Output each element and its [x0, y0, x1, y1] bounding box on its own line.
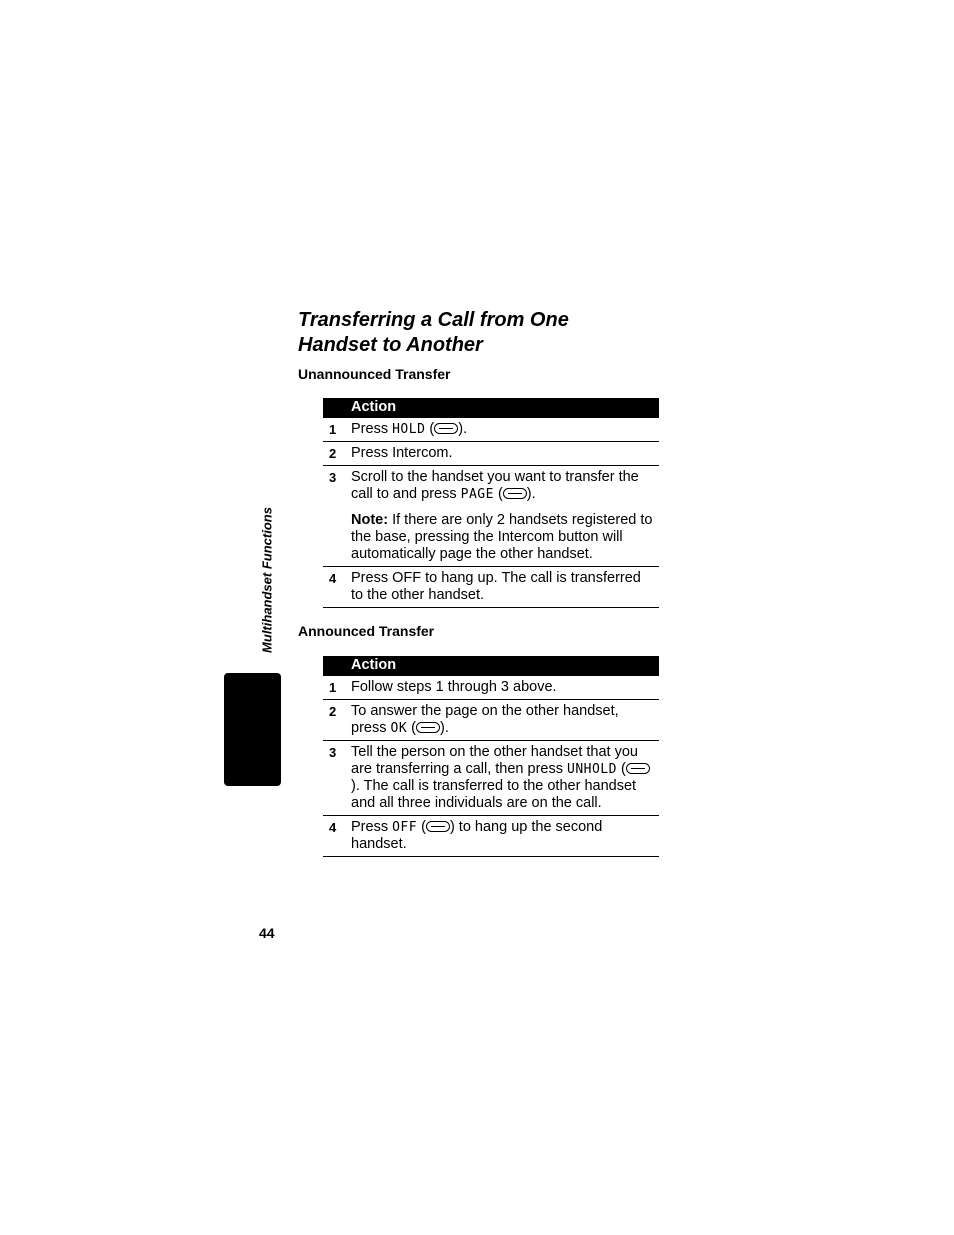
table-header-row	[323, 398, 659, 418]
softkey-label: UNHOLD	[567, 762, 617, 777]
softkey-label: OK	[390, 721, 408, 736]
step-number: 3	[323, 466, 351, 567]
table-row	[323, 741, 659, 816]
soft-key-icon	[626, 763, 650, 774]
announced-transfer-table	[323, 656, 659, 857]
table-row	[323, 676, 659, 700]
step-number: 1	[323, 676, 351, 700]
step-number: 4	[323, 816, 351, 857]
step-text: To answer the page on the other handset, press OK ( ).	[351, 700, 659, 741]
step-text: Press Intercom.	[351, 442, 659, 466]
table-row	[323, 700, 659, 741]
table-row	[323, 418, 659, 442]
section-heading-unannounced: Unannounced Transfer	[298, 366, 451, 382]
column-header-action: Action	[323, 398, 659, 418]
soft-key-icon	[426, 821, 450, 832]
step-text: Follow steps 1 through 3 above.	[351, 676, 659, 700]
table-header-row	[323, 656, 659, 676]
table-row	[323, 567, 659, 608]
step-number: 2	[323, 700, 351, 741]
chapter-side-label: Multihandset Functions	[259, 507, 275, 653]
page-number: 44	[259, 925, 275, 941]
page-title: Transferring a Call from One Handset to Another	[298, 309, 569, 356]
step-text: Tell the person on the other handset that you are transferring a call, then press UNHOLD (). The call is transferred to the other handset and all three individuals are on the call.	[351, 741, 659, 816]
step-text: Press HOLD ( ).	[351, 418, 659, 442]
unannounced-transfer-table	[323, 398, 659, 608]
softkey-label: OFF	[392, 820, 418, 835]
soft-key-icon	[434, 423, 458, 434]
step-number: 1	[323, 418, 351, 442]
section-heading-announced: Announced Transfer	[298, 623, 435, 639]
step-number: 2	[323, 442, 351, 466]
chapter-tab-marker	[224, 673, 281, 786]
column-header-action: Action	[323, 656, 659, 676]
step-number: 3	[323, 741, 351, 816]
table-row	[323, 442, 659, 466]
soft-key-icon	[503, 488, 527, 499]
softkey-label: PAGE	[460, 487, 494, 502]
step-text: Scroll to the handset you want to transfer the call to and press PAGE ( ). Note: If there are only 2 handsets registered to the base, pressing the Intercom button will automatically page the other handset.	[351, 466, 659, 567]
table-row	[323, 466, 659, 567]
step-text: Press OFF to hang up. The call is transferred to the other handset.	[351, 567, 659, 608]
soft-key-icon	[416, 722, 440, 733]
step-note: Note: If there are only 2 handsets registered to the base, pressing the Intercom button will automatically page the other handset.	[351, 512, 653, 562]
step-number: 4	[323, 567, 351, 608]
table-row	[323, 816, 659, 857]
softkey-label: HOLD	[392, 422, 426, 437]
step-text: Press OFF ( ) to hang up the second handset.	[351, 816, 659, 857]
